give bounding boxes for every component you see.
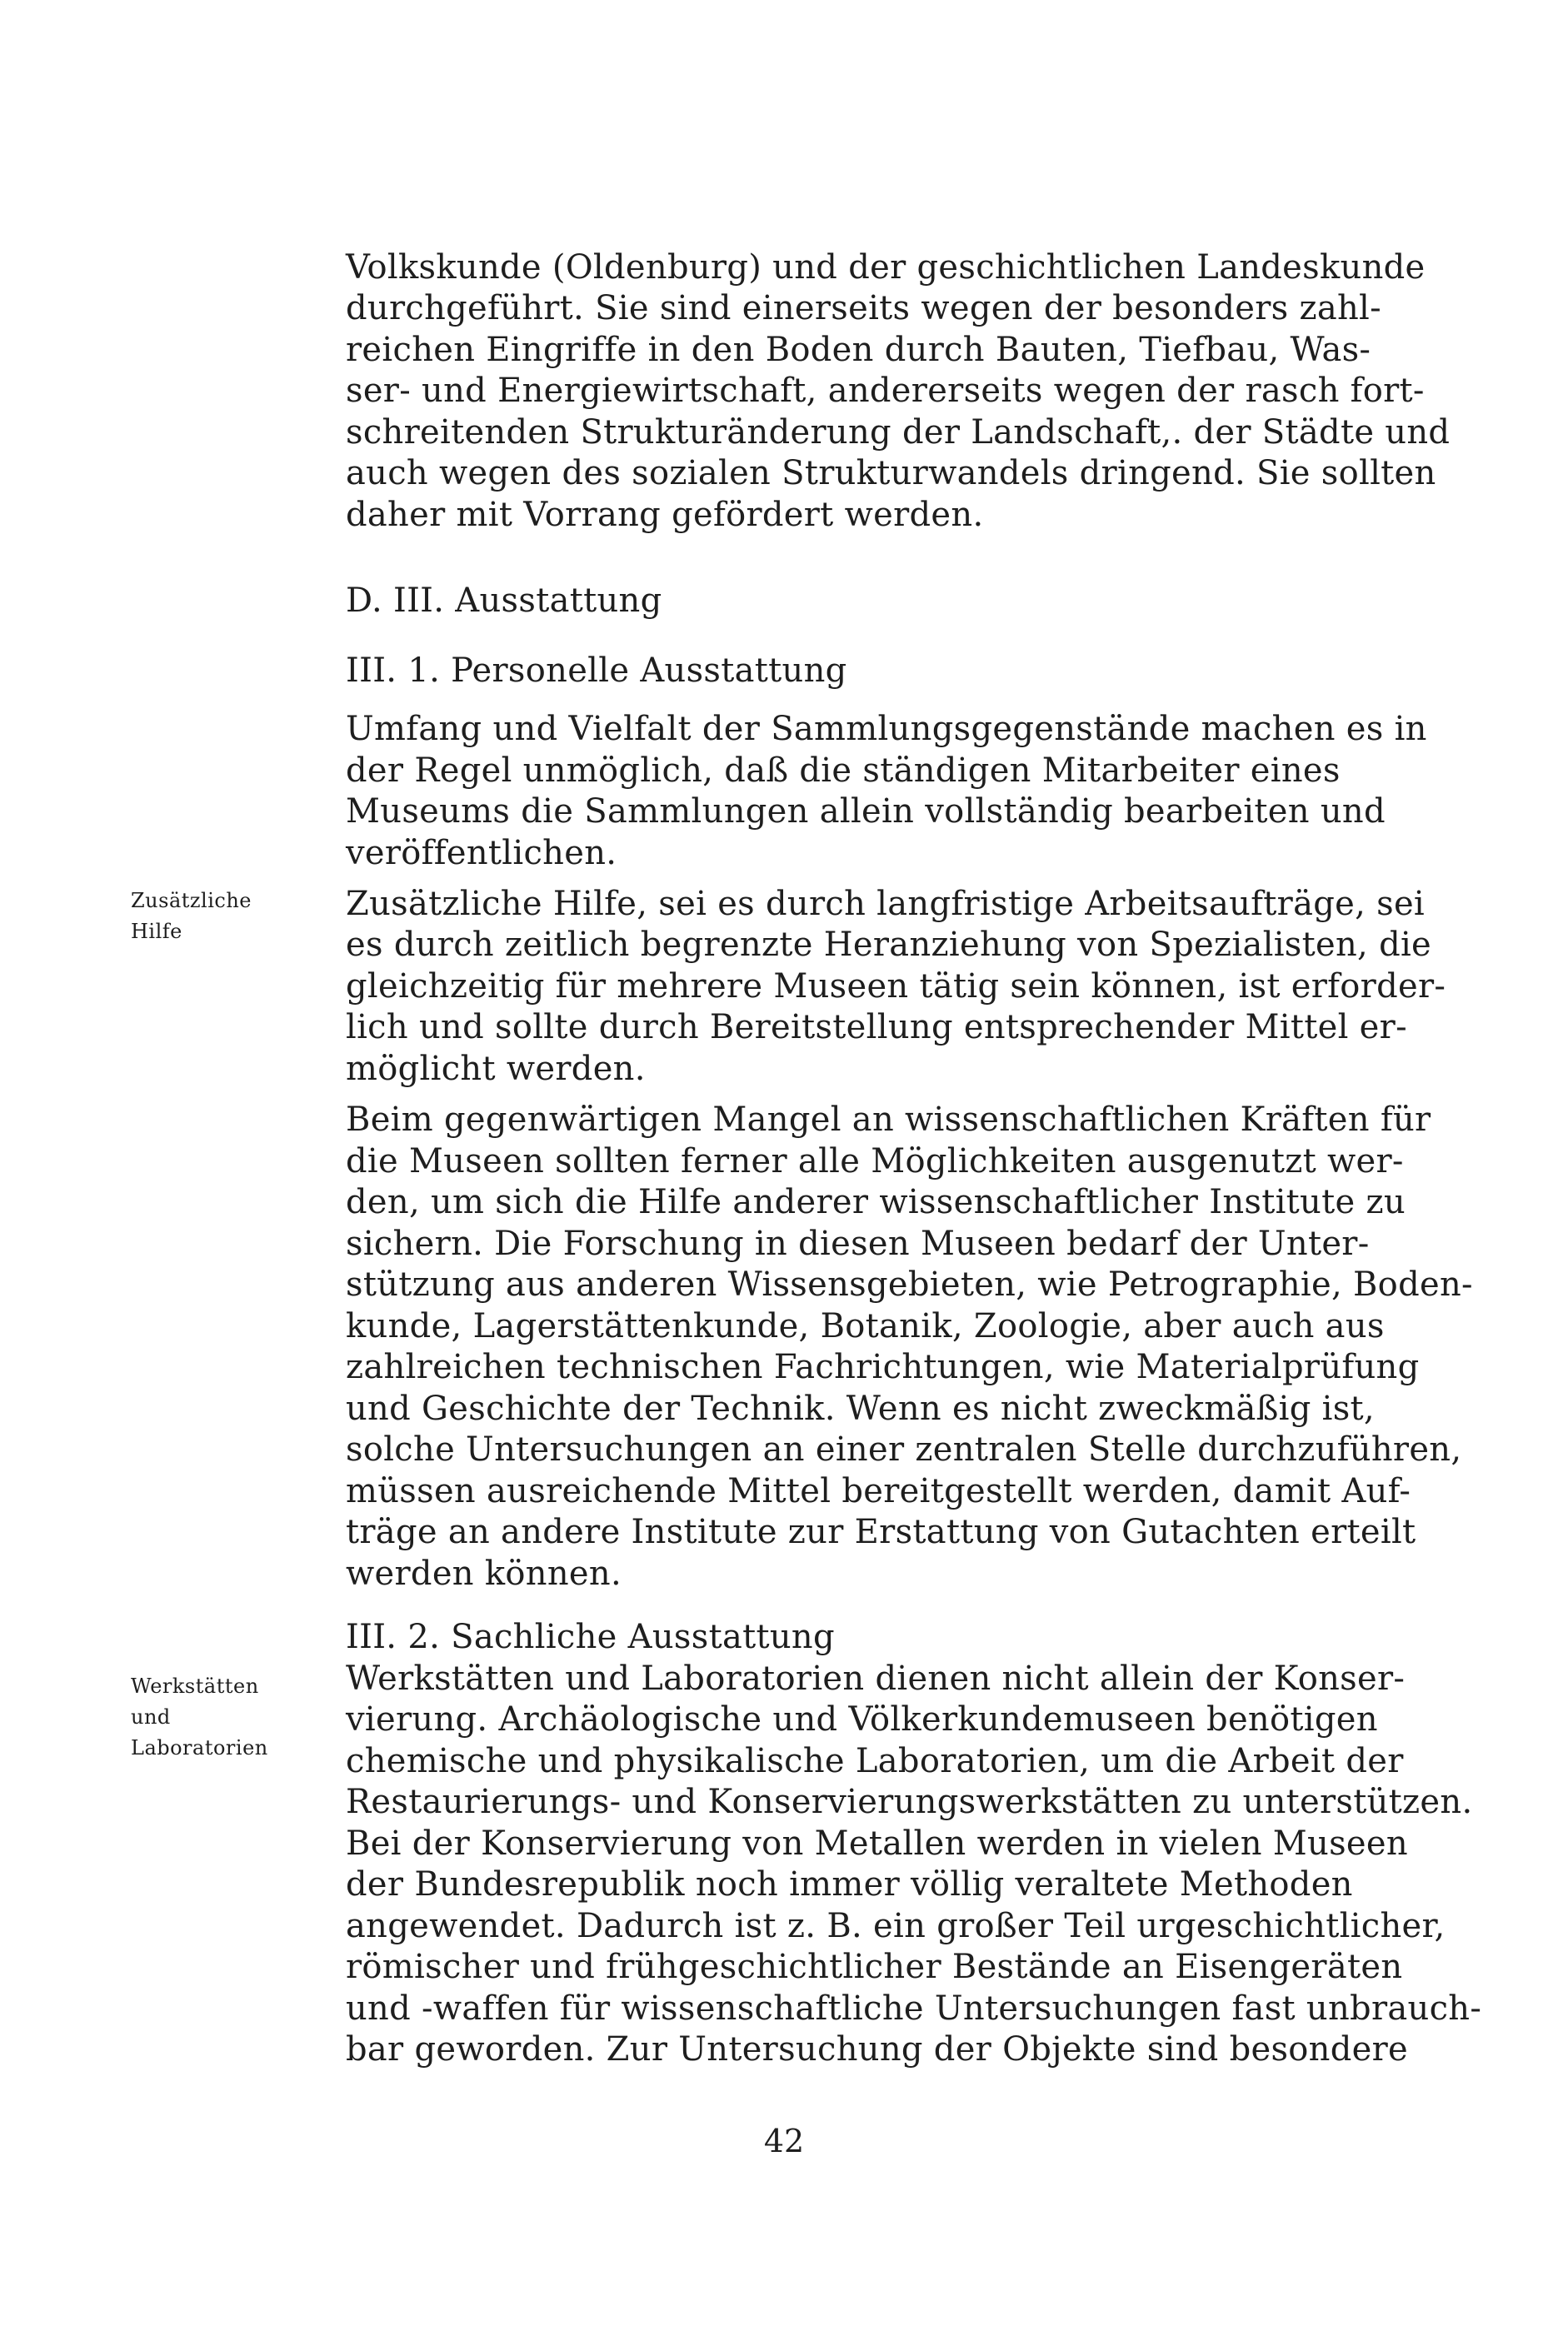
text-line: Umfang und Vielfalt der Sammlungsgegenstände machen es in	[346, 710, 1427, 748]
text-line: gleichzeitig für mehrere Museen tätig sein können, ist erforder-	[346, 967, 1446, 1006]
text-line: und -waffen für wissenschaftliche Untersuchungen fast unbrauch-	[346, 1989, 1482, 2028]
margin-note-line: Zusätzliche	[131, 889, 252, 912]
text-line: Zusätzliche Hilfe, sei es durch langfristige Arbeitsaufträge, sei	[346, 885, 1426, 923]
section-heading: D. III. Ausstattung	[346, 582, 662, 620]
text-line: Beim gegenwärtigen Mangel an wissenschaftlichen Kräften für	[346, 1101, 1431, 1139]
text-line: Museums die Sammlungen allein vollständig bearbeiten und	[346, 792, 1386, 831]
text-line: schreitenden Strukturänderung der Landschaft,. der Städte und	[346, 413, 1451, 452]
text-line: römischer und frühgeschichtlicher Bestände an Eisengeräten	[346, 1948, 1403, 1986]
text-line: sichern. Die Forschung in diesen Museen bedarf der Unter-	[346, 1225, 1370, 1263]
text-line: der Regel unmöglich, daß die ständigen Mitarbeiter eines	[346, 751, 1341, 790]
text-line: veröffentlichen.	[346, 834, 617, 872]
text-line: kunde, Lagerstättenkunde, Botanik, Zoologie, aber auch aus	[346, 1307, 1385, 1345]
text-line: solche Untersuchungen an einer zentralen Stelle durchzuführen,	[346, 1430, 1462, 1469]
margin-note-line: und	[131, 1705, 171, 1729]
text-line: Werkstätten und Laboratorien dienen nicht allein der Konser-	[346, 1660, 1406, 1698]
text-line: den, um sich die Hilfe anderer wissenschaftlicher Institute zu	[346, 1183, 1406, 1221]
text-line: werden können.	[346, 1555, 622, 1593]
text-line: träge an andere Institute zur Erstattung von Gutachten erteilt	[346, 1513, 1416, 1551]
text-line: Restaurierungs- und Konservierungswerkstätten zu unterstützen.	[346, 1783, 1473, 1821]
text-line: müssen ausreichende Mittel bereitgestellt werden, damit Auf-	[346, 1472, 1411, 1510]
text-line: auch wegen des sozialen Strukturwandels dringend. Sie sollten	[346, 454, 1436, 492]
text-line: stützung aus anderen Wissensgebieten, wie Petrographie, Boden-	[346, 1265, 1473, 1304]
text-line: durchgeführt. Sie sind einerseits wegen der besonders zahl-	[346, 289, 1381, 327]
text-line: möglicht werden.	[346, 1050, 646, 1088]
text-line: vierung. Archäologische und Völkerkundemuseen benötigen	[346, 1700, 1378, 1739]
text-line: zahlreichen technischen Fachrichtungen, wie Materialprüfung	[346, 1348, 1420, 1386]
text-line: und Geschichte der Technik. Wenn es nicht zweckmäßig ist,	[346, 1390, 1375, 1428]
text-line: bar geworden. Zur Untersuchung der Objekte sind besondere	[346, 2030, 1409, 2069]
text-line: es durch zeitlich begrenzte Heranziehung von Spezialisten, die	[346, 926, 1432, 964]
text-line: der Bundesrepublik noch immer völlig veraltete Methoden	[346, 1865, 1353, 1904]
text-line: angewendet. Dadurch ist z. B. ein großer Teil urgeschichtlicher,	[346, 1907, 1446, 1945]
text-line: Volkskunde (Oldenburg) und der geschichtlichen Landeskunde	[346, 248, 1426, 287]
text-line: Bei der Konservierung von Metallen werden in vielen Museen	[346, 1824, 1408, 1863]
subsection-heading-sachliche: III. 2. Sachliche Ausstattung	[346, 1618, 835, 1656]
text-line: lich und sollte durch Bereitstellung entsprechender Mittel er-	[346, 1008, 1407, 1046]
text-line: reichen Eingriffe in den Boden durch Bauten, Tiefbau, Was-	[346, 331, 1371, 369]
text-line: ser- und Energiewirtschaft, andererseits wegen der rasch fort-	[346, 372, 1425, 410]
subsection-heading-personelle: III. 1. Personelle Ausstattung	[346, 651, 847, 690]
margin-note-line: Werkstätten	[131, 1675, 259, 1698]
text-line: die Museen sollten ferner alle Möglichkeiten ausgenutzt wer-	[346, 1142, 1404, 1180]
page-number: 42	[763, 2123, 805, 2159]
margin-note-line: Laboratorien	[131, 1736, 268, 1760]
text-line: chemische und physikalische Laboratorien, um die Arbeit der	[346, 1742, 1404, 1780]
margin-note-line: Hilfe	[131, 920, 182, 943]
text-line: daher mit Vorrang gefördert werden.	[346, 496, 984, 534]
